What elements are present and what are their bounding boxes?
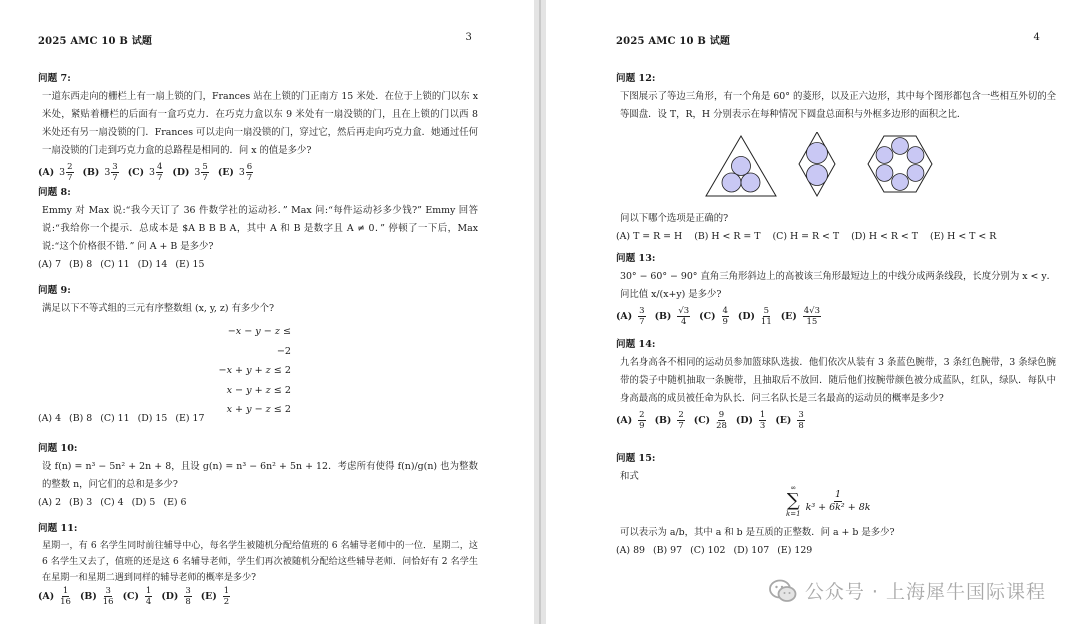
problem-7	[38, 70, 478, 183]
inequality-4: x + y − z ≤ 2	[226, 404, 291, 415]
watermark-text: 公众号 · 上海犀牛国际课程	[804, 581, 1046, 603]
choice-d: (D) 107	[733, 545, 770, 556]
inequality-1: −x − y − z ≤ −2	[227, 326, 291, 357]
choice-d: (D) $\frac{3}{8}$	[161, 586, 191, 607]
page-number: 3	[465, 32, 472, 43]
problem-text: 可以表示为 a/b，其中 a 和 b 是互质的正整数．问 a + b 是多少?	[620, 527, 895, 538]
choice-a: (A) 89	[616, 545, 645, 556]
choice-a: (A) T = R = H	[616, 231, 683, 242]
choice-d: (D) 14	[137, 259, 168, 270]
problem-title: 问题 12:	[616, 73, 656, 84]
disc	[907, 147, 924, 164]
problem-text: 下图展示了等边三角形，有一个角是 60° 的菱形，以及正六边形，其中每个图形都包含一些相互外切的全等圆盘．设 T，R，H 分别表示在每种情况下圆盘总面积与外框多边形的面积之比．	[620, 91, 1056, 120]
choice-b: (B) 3	[69, 497, 93, 508]
choice-a: (A) 3 $\frac{2}{7}$	[38, 162, 73, 183]
wechat-watermark	[769, 577, 1046, 604]
problem-text: Emmy 对 Max 说:“我今天订了 36 件数学社的运动衫．” Max 问:“每件运动衫多少钱?” Emmy 回答说:“我给你一个提示．总成本是 $A B B B A，其中 A 和 B 是数字且 A ≠ 0．” 停顿了一下后，Max 说:“这个价格很不错．” 问 A + B 是多少?	[42, 205, 478, 252]
choice-b: (B) 97	[653, 545, 683, 556]
answer-choices	[38, 162, 478, 183]
disc	[807, 143, 828, 164]
inequality-3: x − y + z ≤ 2	[226, 384, 291, 396]
problem-10	[38, 440, 478, 512]
choice-e: (E) H < T < R	[930, 231, 997, 242]
disc	[892, 174, 909, 191]
choice-d: (D) 15	[137, 413, 168, 424]
choice-e: (E) 6	[163, 497, 187, 508]
choice-c: (C) 11	[100, 259, 130, 270]
answer-choices	[616, 542, 812, 560]
disc	[741, 173, 760, 192]
choice-b: (B) 8	[69, 259, 93, 270]
choice-e: (E) $\frac{3}{8}$	[775, 410, 804, 431]
choice-d: (D) $\frac{1}{3}$	[735, 410, 766, 431]
disc	[876, 165, 893, 182]
page-number: 4	[1033, 32, 1040, 43]
choice-c: (C) $\frac{9}{28}$	[693, 410, 727, 431]
choice-d: (D) H < R < T	[851, 231, 919, 242]
choice-b: (B) H < R = T	[694, 231, 761, 242]
choice-c: (C) 3 $\frac{4}{7}$	[127, 162, 163, 183]
choice-e: (E) 17	[175, 413, 205, 424]
page-4	[546, 0, 1080, 624]
problem-text: 一道东西走向的栅栏上有一扇上锁的门，Frances 站在上锁的门正南方 15 米处．在位于上锁的门以东 x 米处，紧贴着栅栏的后面有一盒巧克力．在巧克力盒以东 9 米处有一扇没锁的门，且在上锁的门以西 8 米处还有另一扇没锁的门．Frances 可以走向一扇没锁的门，穿过它，然后再走向巧克力盒．她通过任何一扇没锁的门走到巧克力盒的总路程是相同的．问 x 的值是多少?	[42, 91, 478, 156]
disc	[807, 165, 828, 186]
choice-d: (D) $\frac{5}{11}$	[737, 306, 772, 327]
problem-title: 问题 10:	[38, 443, 78, 454]
problem-title: 问题 13:	[616, 253, 656, 264]
choice-c: (C) 102	[690, 545, 726, 556]
choice-e: (E) 129	[777, 545, 813, 556]
problem-title: 问题 8:	[38, 187, 71, 198]
problem-text: 满足以下不等式组的三元有序整数组 (x, y, z) 有多少个?	[42, 303, 274, 314]
problem-11	[38, 520, 478, 607]
choice-d: (D) 5	[131, 497, 156, 508]
problem-13	[616, 250, 1056, 327]
choice-e: (E) 15	[175, 259, 205, 270]
choice-c: (C) $\frac{4}{9}$	[699, 306, 728, 327]
choice-c: (C) $\frac{1}{4}$	[122, 586, 152, 607]
answer-choices	[616, 306, 1056, 327]
problem-15	[616, 450, 1056, 560]
problem-14	[616, 336, 1056, 431]
problem-title: 问题 14:	[616, 339, 656, 350]
choice-a: (A) 7	[38, 259, 62, 270]
choice-d: (D) 3 $\frac{5}{7}$	[172, 162, 208, 183]
problem-question: 问以下哪个选项是正确的?	[620, 213, 729, 224]
choice-b: (B) $\frac{2}{7}$	[654, 410, 684, 431]
answer-choices	[616, 410, 1056, 431]
choice-b: (B) $\frac{√3}{4}$	[654, 306, 690, 327]
choice-c: (C) 4	[100, 497, 124, 508]
problem-title: 问题 11:	[38, 523, 78, 534]
choice-b: (B) 8	[69, 413, 93, 424]
disc	[907, 165, 924, 182]
page-gutter	[534, 0, 546, 624]
disc	[892, 138, 909, 155]
inequality-system	[213, 322, 291, 420]
triangle-figure	[706, 136, 776, 196]
choice-a: (A) 4	[38, 413, 62, 424]
answer-choices	[38, 410, 204, 428]
page-header	[38, 32, 472, 47]
rhombus-figure	[799, 132, 835, 196]
wechat-icon	[769, 579, 797, 603]
disc	[876, 147, 893, 164]
problem-title: 问题 15:	[616, 453, 656, 464]
problem-8	[38, 184, 478, 274]
choice-a: (A) $\frac{3}{7}$	[616, 306, 645, 327]
choice-a: (A) $\frac{1}{16}$	[38, 586, 71, 607]
choice-e: (E) $\frac{4√3}{15}$	[780, 306, 820, 327]
polygon-disc-figures	[616, 132, 1056, 200]
choice-c: (C) 11	[100, 413, 130, 424]
problem-text: 30° − 60° − 90° 直角三角形斜边上的高被该三角形最短边上的中线分成两条线段，长度分别为 x < y．问比值 x/(x+y) 是多少?	[620, 271, 1056, 300]
page-header	[616, 32, 1040, 47]
choice-e: (E) $\frac{1}{2}$	[200, 586, 230, 607]
header-title: 2025 AMC 10 B 试题	[38, 36, 153, 47]
problem-title: 问题 9:	[38, 285, 71, 296]
choice-b: (B) $\frac{3}{16}$	[79, 586, 114, 607]
hexagon-figure	[868, 136, 932, 192]
problem-12	[616, 70, 1056, 246]
header-title: 2025 AMC 10 B 试题	[616, 36, 731, 47]
summation-sign: ∞ ∑ k=1	[786, 484, 801, 518]
answer-choices	[38, 586, 478, 607]
choice-c: (C) H = R < T	[772, 231, 840, 242]
disc	[722, 173, 741, 192]
choice-e: (E) 3 $\frac{6}{7}$	[217, 162, 253, 183]
answer-choices	[38, 494, 478, 512]
answer-choices	[38, 256, 478, 274]
choice-b: (B) 3 $\frac{3}{7}$	[82, 162, 118, 183]
inequality-2: −x + y + z ≤ 2	[218, 365, 291, 376]
problem-9	[38, 282, 478, 432]
choice-a: (A) $\frac{2}{9}$	[616, 410, 645, 431]
disc	[732, 157, 751, 176]
problem-text: 设 f(n) = n³ − 5n² + 2n + 8，且设 g(n) = n³ − 6n² + 5n + 12．考虑所有使得 f(n)/g(n) 也为整数的整数 n，问它们的总和是多少?	[42, 461, 478, 490]
answer-choices	[616, 228, 1056, 246]
series-expression: ∞ ∑ k=1 $\frac{1}{\text{k³ + 6k² + 8k}}$	[786, 484, 871, 518]
problem-intro: 和式	[620, 471, 639, 482]
problem-text: 九名身高各不相同的运动员参加篮球队选拔．他们依次从装有 3 条蓝色腕带，3 条红色腕带，3 条绿色腕带的袋子中随机抽取一条腕带，且抽取后不放回．随后他们按腕带颜色被分成蓝队，红队，绿队．每队中身高最高的成员被任命为队长．问三名队长是三名最高的运动员的概率是多少?	[620, 357, 1056, 404]
problem-text: 星期一，有 6 名学生同时前往辅导中心，每名学生被随机分配给值班的 6 名辅导老师中的一位．星期二，这 6 名学生又去了，值班的还是这 6 名辅导老师，学生们再次被随机分配给这些辅导老师．问恰好有 2 名学生在星期一和星期二遇到同样的辅导老师的概率是多少?	[42, 541, 478, 583]
problem-title: 问题 7:	[38, 73, 71, 84]
choice-a: (A) 2	[38, 497, 62, 508]
page-3	[0, 0, 534, 624]
